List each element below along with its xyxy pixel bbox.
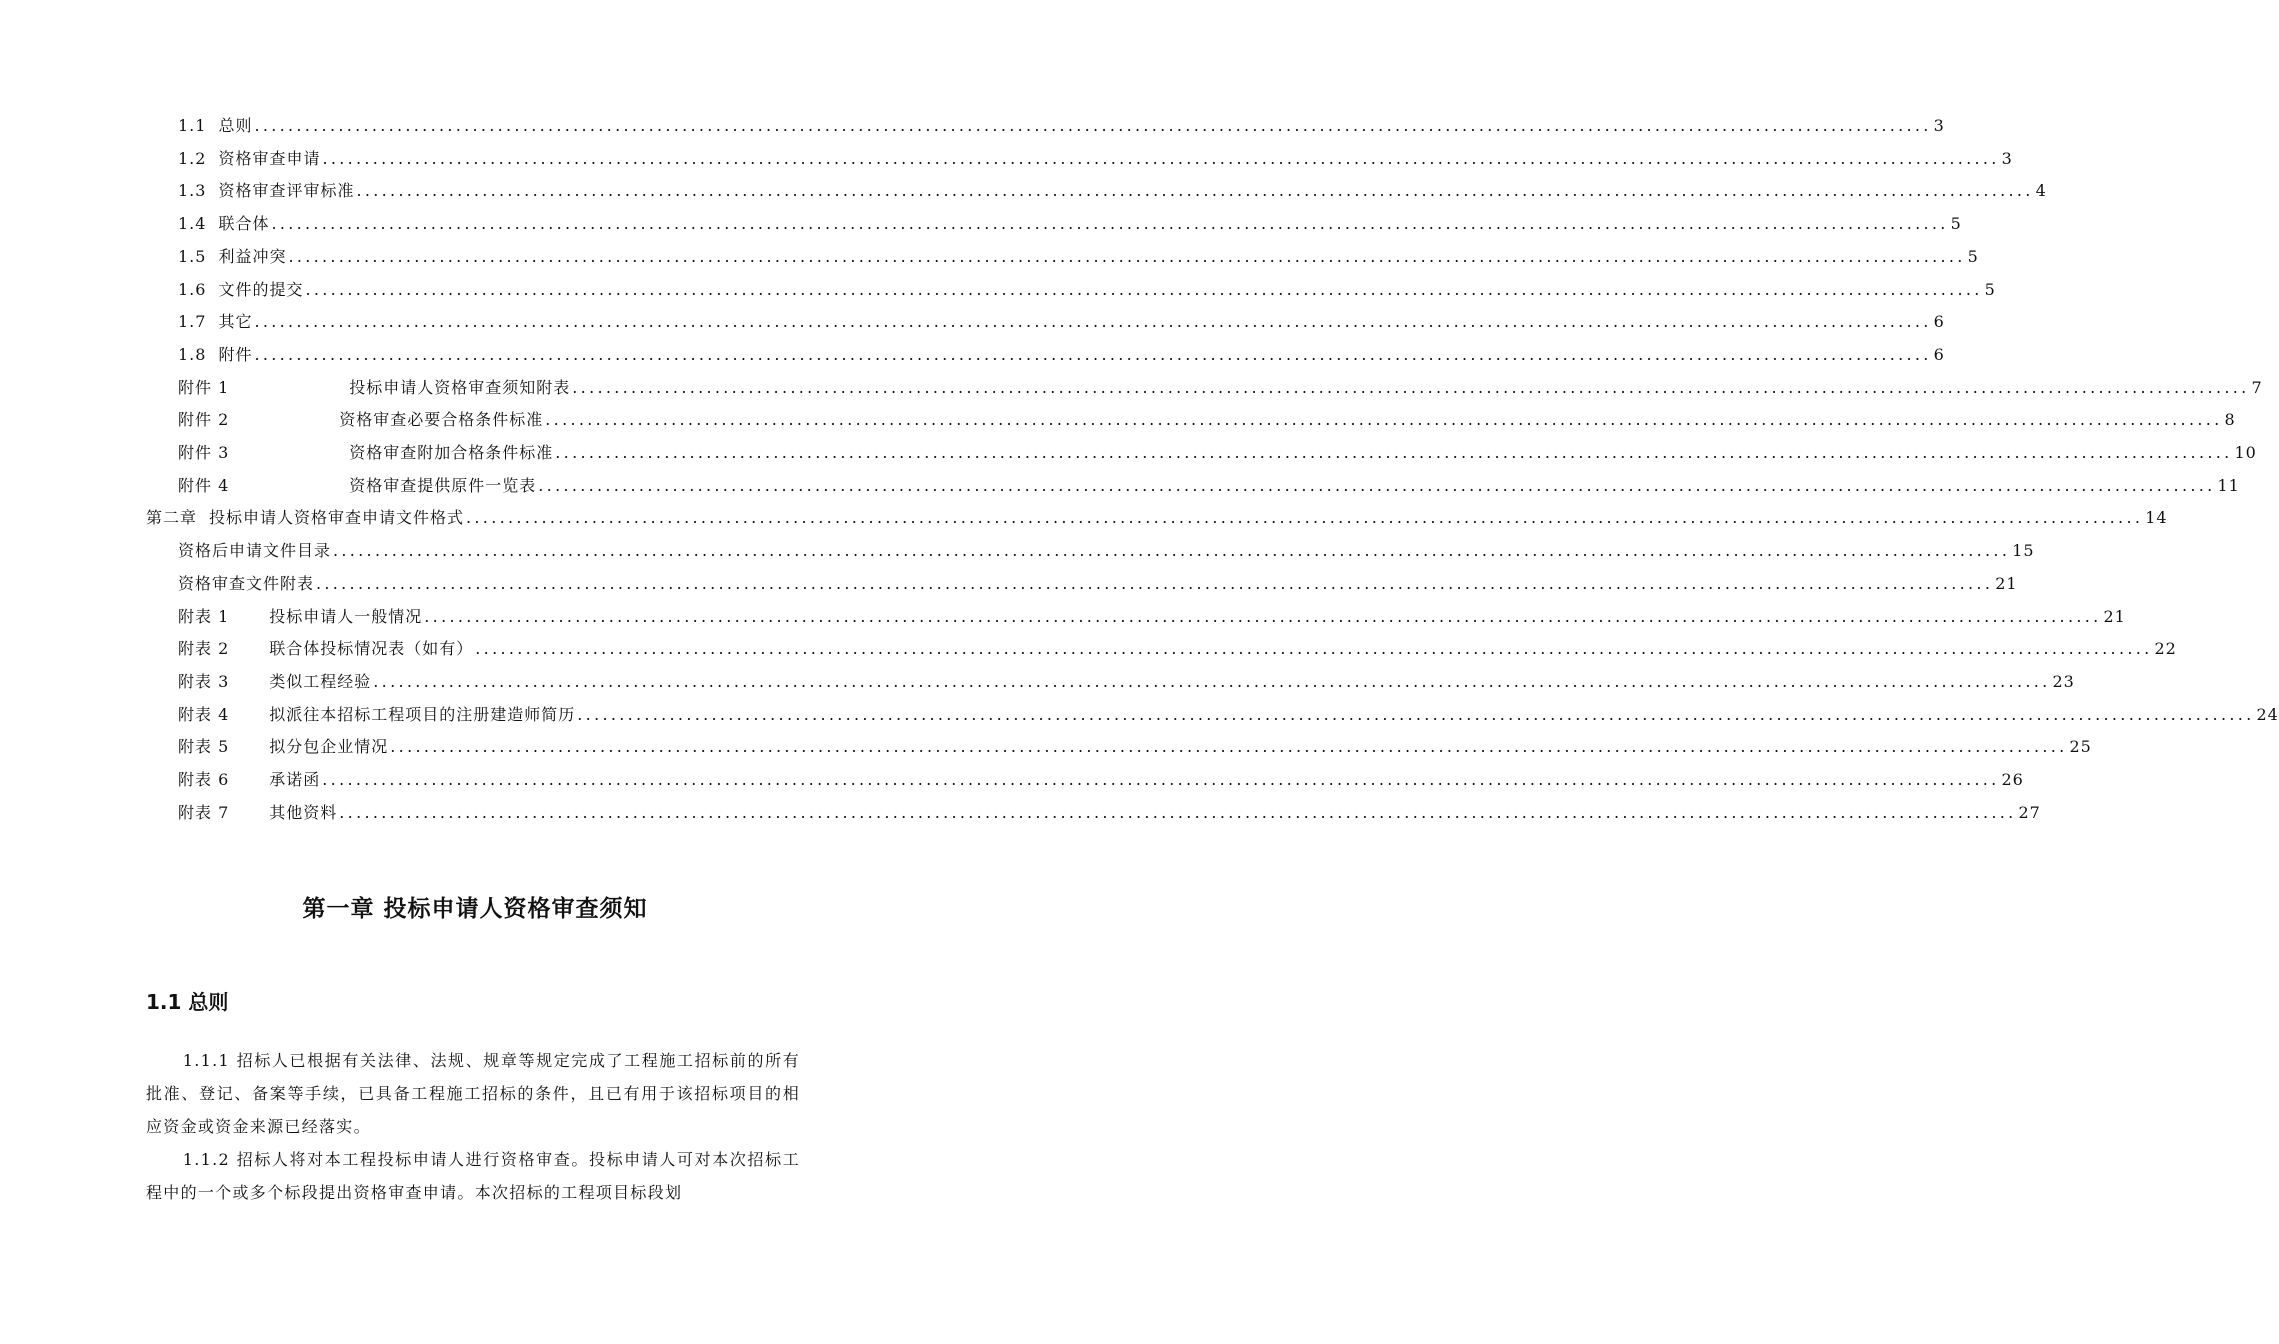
section-title: 1.1 总则 (146, 990, 229, 1014)
toc-leader-dots: ........................................................................................................................................................................................................ (572, 377, 2250, 397)
toc-item[interactable] (146, 498, 2168, 528)
toc-item-page: 21 (1995, 573, 2018, 593)
toc-item[interactable] (178, 171, 2047, 201)
toc-item[interactable] (178, 662, 2075, 691)
toc-item-page: 6 (1933, 312, 1945, 332)
toc-item[interactable] (178, 237, 1979, 266)
toc-item-page: 3 (2001, 148, 2013, 168)
toc-item[interactable] (178, 433, 2257, 462)
toc-leader-dots: ........................................................................................................................................................................................................ (288, 246, 1966, 266)
toc-item-page: 15 (2012, 541, 2035, 561)
toc-item[interactable] (178, 400, 2236, 430)
toc-item[interactable] (178, 531, 2035, 561)
toc-item-page: 3 (1933, 116, 1945, 135)
toc-item-title: 联合体 (218, 214, 270, 234)
toc-item-number: 1.6 (178, 279, 207, 299)
toc-item-title: 资格审查申请 (218, 148, 321, 168)
paragraph-2: 1.1.2 招标人将对本工程投标申请人进行资格审查。投标申请人可对本次招标工程中的一个或多个标段提出资格审查申请。本次招标的工程项目标段划 (146, 1150, 800, 1202)
toc-leader-dots: ........................................................................................................................................................................................................ (339, 802, 2017, 822)
toc-leader-dots: ........................................................................................................................................................................................................ (305, 279, 1983, 299)
toc-item-page: 22 (2154, 639, 2177, 659)
toc-item[interactable] (178, 629, 2177, 659)
toc-item-page: 23 (2052, 671, 2075, 691)
toc-leader-dots: ........................................................................................................................................................................................................ (356, 181, 2034, 201)
toc-item-page: 6 (1933, 344, 1945, 364)
toc-item-number: 1.7 (178, 312, 207, 332)
toc-item[interactable] (178, 368, 2263, 397)
toc-item-title: 资格审查文件附表 (178, 573, 315, 593)
toc-item[interactable] (178, 139, 2013, 168)
toc-item-number: 1.3 (178, 181, 207, 201)
toc-item-title: 资格审查必要合格条件标准 (339, 410, 544, 430)
toc-item-number: 附表 1 (178, 606, 230, 626)
toc-item-number: 附件 1 (178, 377, 230, 397)
toc-item-number: 1.8 (178, 344, 207, 364)
toc-leader-dots: ........................................................................................................................................................................................................ (373, 671, 2051, 691)
toc-item-title: 资格后申请文件目录 (178, 541, 332, 561)
toc-item-number: 1.5 (178, 246, 207, 266)
toc-leader-dots: ........................................................................................................................................................................................................ (254, 312, 1932, 332)
toc-item-number: 第二章 (146, 508, 198, 528)
toc-item[interactable] (178, 106, 1945, 135)
toc-item-page: 21 (2103, 606, 2126, 626)
toc-item-page: 27 (2018, 802, 2041, 822)
toc-item-page: 14 (2145, 508, 2168, 528)
toc-item-page: 11 (2217, 475, 2240, 495)
toc-leader-dots: ........................................................................................................................................................................................................ (254, 116, 1932, 135)
toc-item-page: 5 (1967, 246, 1979, 266)
toc-item-number: 附表 7 (178, 802, 230, 822)
toc-item[interactable] (178, 204, 1962, 234)
toc-item-title: 投标申请人资格审查须知附表 (349, 377, 571, 397)
toc-leader-dots: ........................................................................................................................................................................................................ (333, 541, 2011, 561)
toc-item-title: 投标申请人资格审查申请文件格式 (209, 508, 465, 528)
toc-item-title: 其他资料 (269, 802, 338, 822)
toc-item-title: 资格审查评审标准 (218, 181, 355, 201)
toc-item-title: 资格审查附加合格条件标准 (349, 443, 554, 462)
toc-item-title: 类似工程经验 (269, 671, 372, 691)
toc-leader-dots: ........................................................................................................................................................................................................ (316, 573, 1994, 593)
toc-item-number: 附表 2 (178, 639, 230, 659)
toc-leader-dots: ........................................................................................................................................................................................................ (555, 443, 2233, 462)
toc-leader-dots: ........................................................................................................................................................................................................ (538, 475, 2216, 495)
toc-item-page: 10 (2234, 443, 2257, 462)
toc-leader-dots: ........................................................................................................................................................................................................ (390, 737, 2068, 757)
chapter-title: 第一章 投标申请人资格审查须知 (302, 896, 648, 922)
toc-leader-dots: ........................................................................................................................................................................................................ (322, 770, 2000, 789)
toc-item-page: 8 (2224, 410, 2236, 430)
toc-item-page: 7 (2251, 377, 2263, 397)
toc-item[interactable] (178, 270, 1996, 299)
toc-item-number: 附件 4 (178, 475, 230, 495)
toc-item-title: 其它 (218, 312, 253, 332)
toc-item[interactable] (178, 793, 2041, 822)
toc-leader-dots: ........................................................................................................................................................................................................ (271, 214, 1949, 234)
toc-item-number: 附表 4 (178, 704, 230, 724)
toc-leader-dots: ........................................................................................................................................................................................................ (466, 508, 2144, 528)
toc-item[interactable] (178, 564, 2018, 593)
toc-item-page: 4 (2035, 181, 2047, 201)
toc-item-page: 5 (1950, 214, 1962, 234)
toc-item-title: 承诺函 (269, 770, 321, 789)
toc-item-title: 文件的提交 (218, 279, 304, 299)
toc-item-page: 26 (2001, 770, 2024, 789)
toc-item[interactable] (178, 695, 2279, 724)
toc-item-title: 拟分包企业情况 (269, 737, 389, 757)
toc-item-number: 1.2 (178, 148, 207, 168)
toc-item-page: 25 (2069, 737, 2092, 757)
toc-item-title: 投标申请人一般情况 (269, 606, 423, 626)
toc-item[interactable] (178, 597, 2126, 626)
toc-item-number: 附表 6 (178, 770, 230, 789)
toc-item-number: 附表 5 (178, 737, 230, 757)
toc-item[interactable] (178, 335, 1945, 364)
toc-item-number: 1.4 (178, 214, 207, 234)
toc-item[interactable] (178, 302, 1945, 332)
toc-item-title: 资格审查提供原件一览表 (349, 475, 537, 495)
toc-item[interactable] (178, 466, 2240, 495)
toc-leader-dots: ........................................................................................................................................................................................................ (475, 639, 2153, 659)
toc-item-number: 附件 3 (178, 443, 230, 462)
toc-leader-dots: ........................................................................................................................................................................................................ (424, 606, 2102, 626)
toc-item-number: 附表 3 (178, 671, 230, 691)
toc-item-title: 总则 (218, 116, 253, 135)
toc-item-title: 利益冲突 (218, 246, 287, 266)
toc-leader-dots: ........................................................................................................................................................................................................ (577, 704, 2255, 724)
toc-item[interactable] (178, 760, 2024, 789)
toc-leader-dots: ........................................................................................................................................................................................................ (254, 344, 1932, 364)
toc-item-page: 24 (2256, 704, 2279, 724)
toc-leader-dots: ........................................................................................................................................................................................................ (322, 148, 2000, 168)
toc-item-title: 联合体投标情况表（如有） (269, 639, 474, 659)
toc-item-title: 拟派往本招标工程项目的注册建造师简历 (269, 704, 576, 724)
toc-item-title: 附件 (218, 344, 253, 364)
toc-item[interactable] (178, 727, 2092, 757)
paragraph-1: 1.1.1 招标人已根据有关法律、法规、规章等规定完成了工程施工招标前的所有批准、登记、备案等手续，已具备工程施工招标的条件，且已有用于该招标项目的相应资金或资金来源已经落实。 (146, 1051, 800, 1136)
toc-leader-dots: ........................................................................................................................................................................................................ (545, 410, 2223, 430)
toc-item-number: 附件 2 (178, 410, 230, 430)
toc-item-number: 1.1 (178, 116, 207, 135)
toc-item-page: 5 (1984, 279, 1996, 299)
